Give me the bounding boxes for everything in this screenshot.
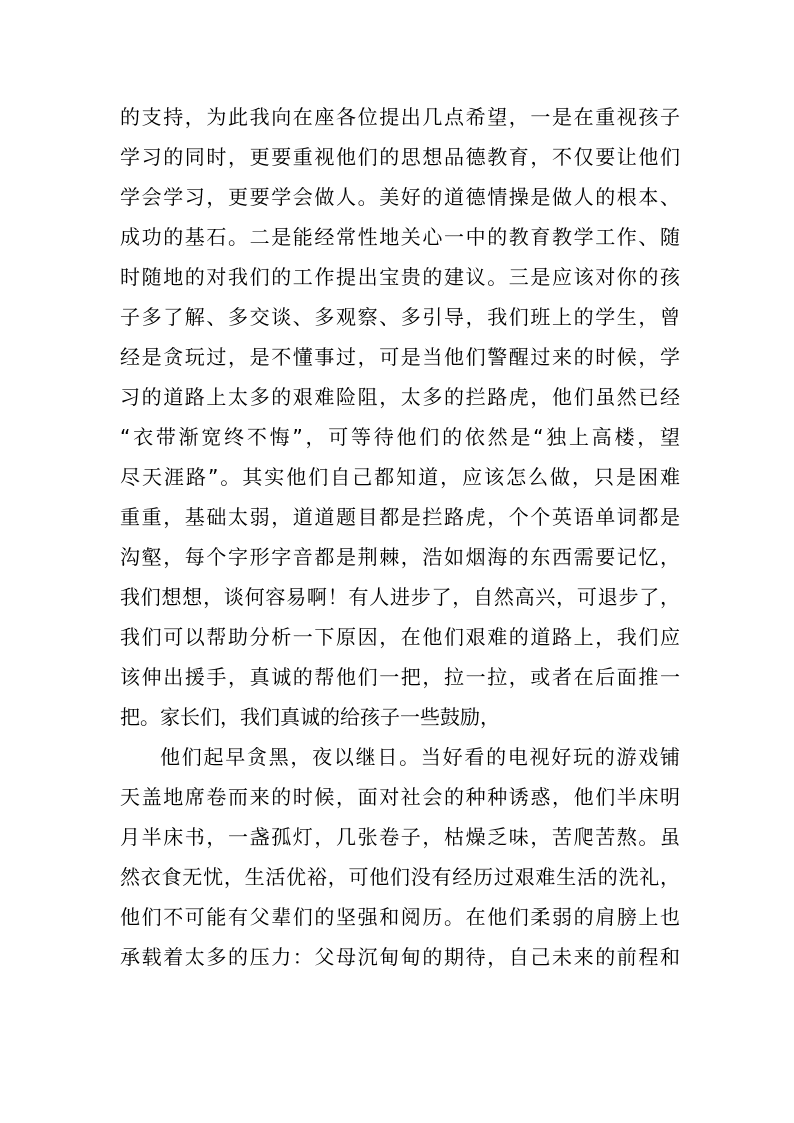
text-line: 的支持，为此我向在座各位提出几点希望，一是在重视孩子	[120, 105, 680, 129]
text-line: 天盖地席卷而来的时候，面对社会的种种诱惑，他们半床明	[120, 785, 680, 809]
text-line: 经是贪玩过，是不懂事过，可是当他们警醒过来的时候，学	[120, 345, 680, 369]
text-line: “衣带渐宽终不悔”，可等待他们的依然是“独上高楼，望	[120, 425, 680, 449]
text-line: 学会学习，更要学会做人。美好的道德情操是做人的根本、	[120, 185, 680, 209]
text-line: 我们想想，谈何容易啊！有人进步了，自然高兴，可退步了，	[120, 585, 680, 609]
text-line: 月半床书，一盏孤灯，几张卷子，枯燥乏味，苦爬苦熬。虽	[120, 825, 680, 849]
paragraph-start-line: 他们起早贪黑，夜以继日。当好看的电视好玩的游戏铺	[160, 745, 680, 769]
text-line: 学习的同时，更要重视他们的思想品德教育，不仅要让他们	[120, 145, 680, 169]
text-line: 时随地的对我们的工作提出宝贵的建议。三是应该对你的孩	[120, 265, 680, 289]
text-line: 成功的基石。二是能经常性地关心一中的教育教学工作、随	[120, 225, 680, 249]
paragraph-end-line: 把。家长们，我们真诚的给孩子一些鼓励，	[120, 705, 500, 729]
body-text	[120, 97, 680, 977]
text-line: 该伸出援手，真诚的帮他们一把，拉一拉，或者在后面推一	[120, 665, 680, 689]
text-line: 尽天涯路”。其实他们自己都知道，应该怎么做，只是困难	[120, 465, 680, 489]
text-line: 承载着太多的压力：父母沉甸甸的期待，自己未来的前程和	[120, 945, 680, 969]
text-line: 重重，基础太弱，道道题目都是拦路虎，个个英语单词都是	[120, 505, 680, 529]
text-line: 他们不可能有父辈们的坚强和阅历。在他们柔弱的肩膀上也	[120, 905, 680, 929]
text-line: 然衣食无忧，生活优裕，可他们没有经历过艰难生活的洗礼，	[120, 865, 680, 889]
text-line: 习的道路上太多的艰难险阻，太多的拦路虎，他们虽然已经	[120, 385, 680, 409]
text-line: 沟壑，每个字形字音都是荆棘，浩如烟海的东西需要记忆，	[120, 545, 680, 569]
text-line: 子多了解、多交谈、多观察、多引导，我们班上的学生，曾	[120, 305, 680, 329]
text-line: 我们可以帮助分析一下原因，在他们艰难的道路上，我们应	[120, 625, 680, 649]
